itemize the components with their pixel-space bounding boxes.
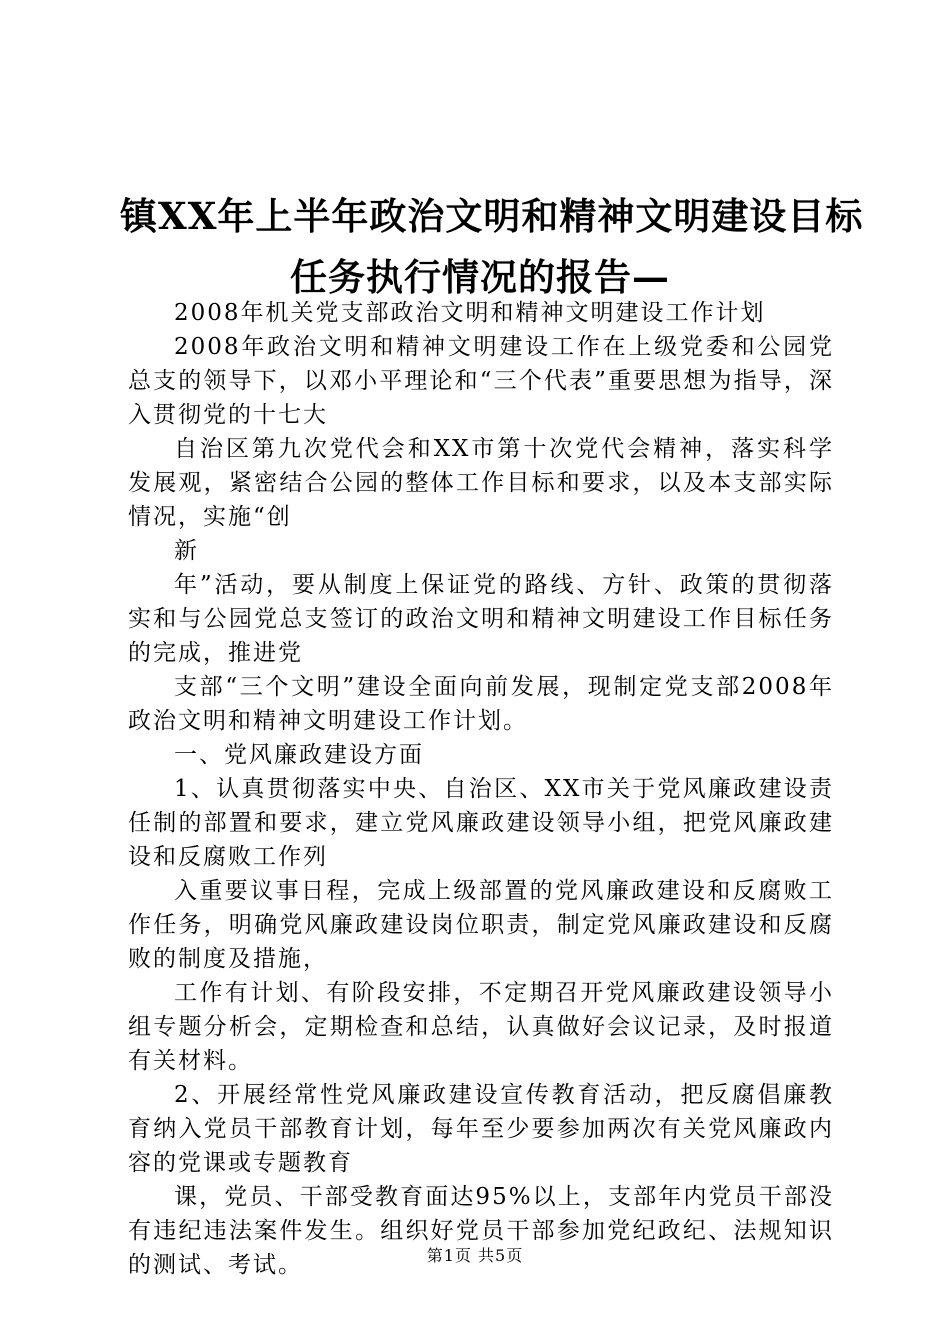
body-paragraph: 课，党员、干部受教育面达95%以上，支部年内党员干部没有违纪违法案件发生。组织好党员干部参加党纪政纪、法规知识的测试、考试。 [128, 1184, 834, 1278]
body-paragraph: 年”活动，要从制度上保证党的路线、方针、政策的贯彻落实和与公园党总支签订的政治文明和精神文明建设工作目标任务的完成，推进党 [128, 572, 834, 666]
body-paragraph: 工作有计划、有阶段安排，不定期召开党风廉政建设领导小组专题分析会，定期检查和总结，认真做好会议记录，及时报道有关材料。 [128, 980, 834, 1074]
section-heading: 一、党风廉政建设方面 [174, 742, 424, 768]
document-title-line-1: 镇XX年上半年政治文明和精神文明建设目标 [120, 194, 864, 238]
body-paragraph: 1、认真贯彻落实中央、自治区、XX市关于党风廉政建设责任制的部置和要求，建立党风廉政建设领导小组，把党风廉政建设和反腐败工作列 [128, 776, 834, 870]
body-paragraph: 2、开展经常性党风廉政建设宣传教育活动，把反腐倡廉教育纳入党员干部教育计划，每年至少要参加两次有关党风廉政内容的党课或专题教育 [128, 1082, 834, 1176]
body-paragraph: 2008年机关党支部政治文明和精神文明建设工作计划 [174, 300, 766, 326]
document-body [128, 296, 834, 1282]
body-paragraph: 自治区第九次党代会和XX市第十次党代会精神，落实科学发展观，紧密结合公园的整体工作目标和要求，以及本支部实际情况，实施“创 [128, 436, 834, 530]
body-paragraph: 入重要议事日程，完成上级部置的党风廉政建设和反腐败工作任务，明确党风廉政建设岗位职责，制定党风廉政建设和反腐败的制度及措施， [128, 878, 834, 972]
body-paragraph: 支部“三个文明”建设全面向前发展，现制定党支部2008年政治文明和精神文明建设工作计划。 [128, 674, 834, 734]
body-paragraph: 新 [174, 538, 199, 564]
body-paragraph: 2008年政治文明和精神文明建设工作在上级党委和公园党总支的领导下，以邓小平理论和“三个代表”重要思想为指导，深入贯彻党的十七大 [128, 334, 834, 428]
document-title-line-2: 任务执行情况的报告— [290, 255, 670, 299]
page-number-footer: 第1页 共5页 [426, 1246, 524, 1265]
